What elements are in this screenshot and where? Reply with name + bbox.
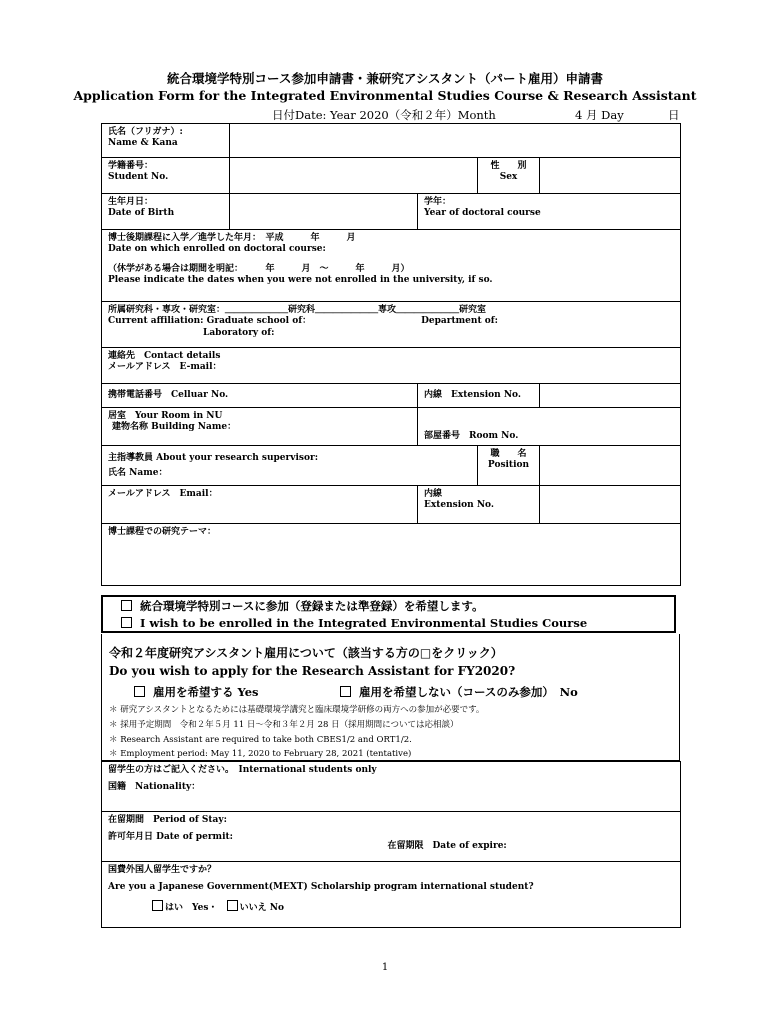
dob-field[interactable]	[230, 194, 418, 230]
mext-no-checkbox[interactable]	[227, 900, 238, 911]
ra-yes-option[interactable]: 雇用を希望する Yes	[134, 684, 259, 700]
ra-no-checkbox[interactable]	[340, 686, 351, 697]
name-field[interactable]	[230, 124, 681, 158]
research-theme-cell[interactable]: 博士課程での研究テーマ：	[102, 524, 681, 586]
supervisor-cell[interactable]: 主指導教員 About your research supervisor: 氏名 Name：	[102, 446, 478, 486]
mext-yes-checkbox[interactable]	[152, 900, 163, 911]
title-japanese: 統合環境学特別コース参加申請書・兼研究アシスタント（パート雇用）申請書	[166, 71, 603, 86]
ra-note-2: ＊ 採用予定期間 令和２年５月 11 日〜令和３年２月 28 日（採用期間については応相談）	[109, 720, 459, 730]
extension-field[interactable]	[540, 384, 681, 408]
ra-note-1: ＊ 研究アシスタントとなるためには基礎環境学講究と臨床環境学研修の両方への参加が必要です。	[109, 705, 485, 715]
room-no-cell[interactable]: 部屋番号 Room No.	[418, 408, 681, 446]
international-table	[101, 761, 681, 928]
stay-cell[interactable]: 在留期間 Period of Stay: 許可年月日 Date of permit:	[102, 812, 382, 862]
student-no-field[interactable]	[230, 158, 478, 194]
position-field[interactable]	[540, 446, 681, 486]
ra-no-option[interactable]: 雇用を希望しない（コースのみ参加） No	[340, 684, 578, 700]
ra-note-3: ＊ Research Assistant are required to take both CBES1/2 and ORT1/2.	[109, 735, 412, 745]
supervisor-ext-label: 内線 Extension No.	[418, 486, 540, 524]
room-cell[interactable]: 居室 Your Room in NU 建物名称 Building Name：	[102, 408, 418, 446]
nationality-cell[interactable]: 留学生の方はご記入ください。 International students only 国籍 Nationality：	[102, 762, 681, 812]
contact-cell[interactable]: 連絡先 Contact details メールアドレス E-mail：	[102, 348, 681, 384]
expire-cell[interactable]: 在留期限 Date of expire:	[382, 812, 681, 862]
date-month: 4 月 Day	[575, 108, 624, 122]
ra-yes-checkbox[interactable]	[134, 686, 145, 697]
supervisor-ext-field[interactable]	[540, 486, 681, 524]
date-day: 日	[668, 108, 680, 122]
name-label: 氏名（フリガナ）: Name & Kana	[102, 124, 230, 158]
title-english: Application Form for the Integrated Environmental Studies Course & Research Assistant	[73, 88, 697, 103]
position-label: 職 名 Position	[478, 446, 540, 486]
mext-cell: 国費外国人留学生ですか？ Are you a Japanese Government(MEXT) Scholarship program international student? はい Yes・ いいえ No	[102, 862, 681, 928]
application-form-table	[101, 123, 681, 586]
extension-label[interactable]: 内線 Extension No.	[418, 384, 540, 408]
enrollment-date-cell[interactable]: 博士後期課程に入学／進学した年月： 平成 年 月 Date on which enrolled on doctoral course: （休学がある場合は期間を明記： 年 月 〜 年 月） Please indicate the dates when you were not enrolled in the university, if so.	[102, 230, 681, 302]
page-number: 1	[381, 962, 389, 973]
year-label: 学年： Year of doctoral course	[418, 194, 681, 230]
ra-note-4: ＊ Employment period: May 11, 2020 to February 28, 2021 (tentative)	[109, 749, 412, 759]
sex-label: 性 別 Sex	[478, 158, 540, 194]
research-assistant-section	[101, 634, 680, 761]
sex-field[interactable]	[540, 158, 681, 194]
enroll-checkbox[interactable]	[121, 600, 132, 611]
affiliation-cell[interactable]: 所属研究科・専攻・研究室：＿＿＿＿＿＿＿研究科＿＿＿＿＿＿＿専攻＿＿＿＿＿＿＿研究室 Current affiliation: Graduate school of： Department of: Laboratory of:	[102, 302, 681, 348]
enroll-box: 統合環境学特別コースに参加（登録または準登録）を希望します。 I wish to be enrolled in the Integrated Environmental Studies Course	[101, 595, 676, 633]
date-prefix: 日付Date: Year 2020（令和２年）Month	[272, 108, 496, 122]
ra-question-jp: 令和２年度研究アシスタント雇用について（該当する方の□をクリック）	[109, 646, 503, 660]
mobile-label[interactable]: 携帯電話番号 Celluar No.	[102, 384, 418, 408]
student-no-label: 学籍番号： Student No.	[102, 158, 230, 194]
supervisor-email-cell[interactable]: メールアドレス Email：	[102, 486, 418, 524]
dob-label: 生年月日： Date of Birth	[102, 194, 230, 230]
enroll-checkbox-en[interactable]	[121, 617, 132, 628]
ra-question-en: Do you wish to apply for the Research Assistant for FY2020?	[109, 664, 516, 678]
